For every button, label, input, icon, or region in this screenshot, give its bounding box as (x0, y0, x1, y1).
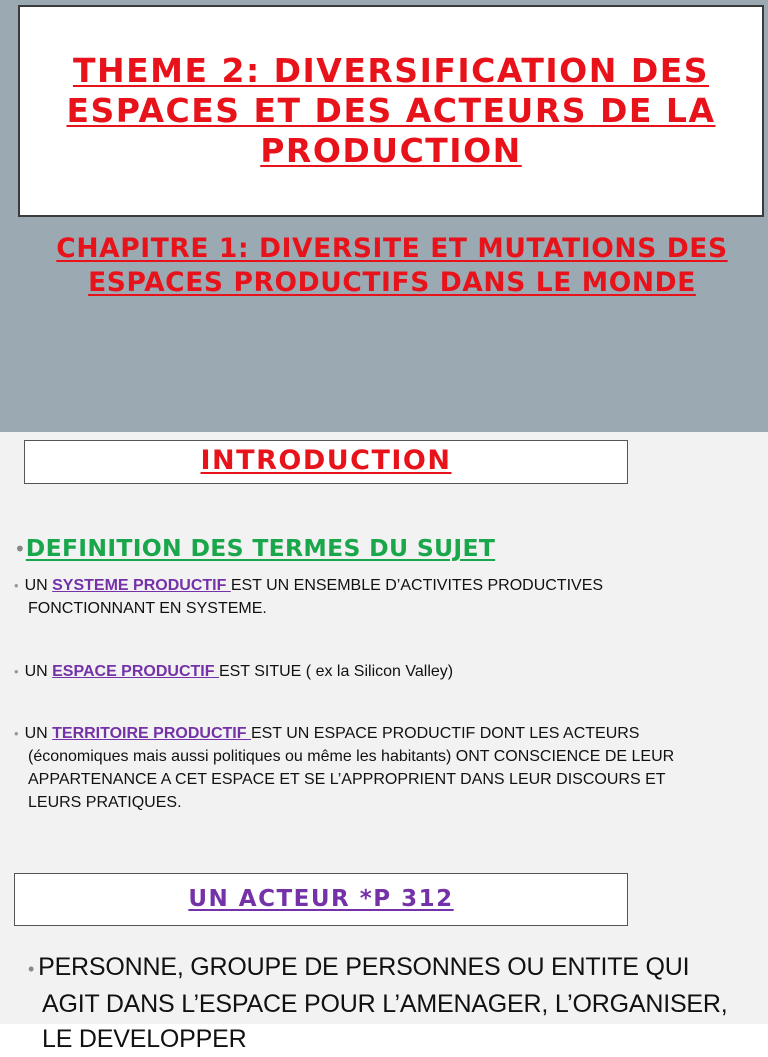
definition-item (14, 722, 754, 814)
definition-title: DEFINITION DES TERMES DU SUJET (25, 534, 496, 562)
term-territoire-productif: TERRITOIRE PRODUCTIF (52, 725, 251, 742)
item-prefix: UN (24, 577, 53, 594)
definition-heading (14, 534, 495, 562)
term-espace-productif: ESPACE PRODUCTIF (52, 663, 219, 680)
item-text: EST UN ESPACE PRODUCTIF DONT LES ACTEURS (250, 725, 640, 742)
bullet-icon: • (14, 537, 26, 561)
bullet-icon: • (14, 664, 19, 679)
chapter-title: CHAPITRE 1: DIVERSITE ET MUTATIONS DES ESPACES PRODUCTIFS DANS LE MONDE (56, 233, 728, 298)
item-prefix: UN (24, 663, 53, 680)
definition-item (14, 660, 754, 683)
theme-title-box (18, 5, 764, 217)
bullet-icon: • (14, 578, 19, 593)
slide-3 (0, 864, 768, 1053)
slide-2 (0, 432, 768, 864)
item-text: EST UN ENSEMBLE D’ACTIVITES PRODUCTIVES (230, 577, 604, 594)
acteur-definition (28, 950, 768, 1057)
item-text: FONCTIONNANT EN SYSTEME. (28, 600, 267, 617)
acteur-line: LE DEVELOPPER (42, 1025, 247, 1053)
acteur-box (14, 873, 628, 926)
item-text: APPARTENANCE A CET ESPACE ET SE L’APPROPRIENT DANS LEUR DISCOURS ET (28, 771, 666, 788)
introduction-title: INTRODUCTION (200, 445, 452, 476)
slide-1 (0, 0, 768, 432)
definition-item (14, 574, 754, 620)
item-text: (économiques mais aussi politiques ou même les habitants) ONT CONSCIENCE DE LEUR (28, 748, 675, 765)
theme-title: THEME 2: DIVERSIFICATION DES ESPACES ET DES ACTEURS DE LA PRODUCTION (66, 51, 716, 170)
item-text: LEURS PRATIQUES. (28, 794, 182, 811)
acteur-title: UN ACTEUR *P 312 (188, 886, 454, 912)
term-systeme-productif: SYSTEME PRODUCTIF (52, 577, 231, 594)
acteur-line: PERSONNE, GROUPE DE PERSONNES OU ENTITE QUI (38, 953, 690, 981)
item-text: EST SITUE ( ex la Silicon Valley) (218, 663, 454, 680)
bullet-icon: • (14, 726, 19, 741)
introduction-box (24, 440, 628, 484)
item-prefix: UN (24, 725, 53, 742)
bullet-icon: • (28, 959, 35, 979)
acteur-line: AGIT DANS L’ESPACE POUR L’AMENAGER, L’ORGANISER, (42, 990, 728, 1018)
